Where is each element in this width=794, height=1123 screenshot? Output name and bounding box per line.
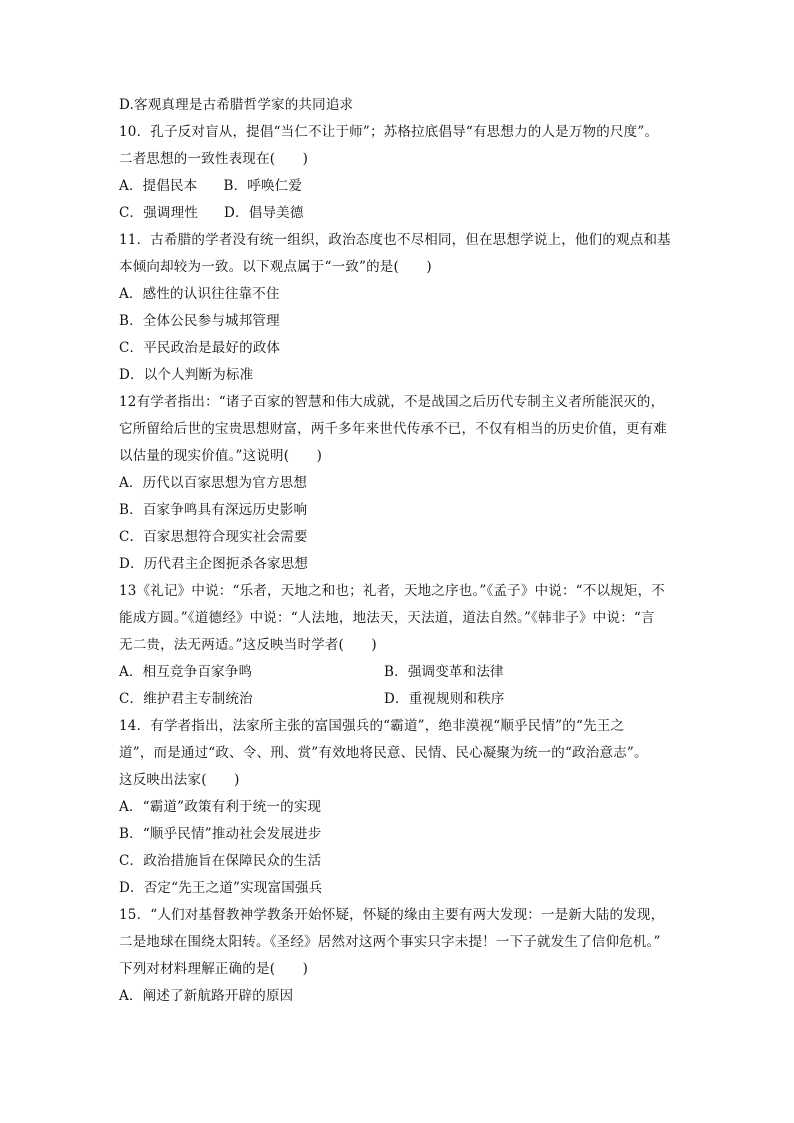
q12-stem-line-1: 12有学者指出：“诸子百家的智慧和伟大成就，不是战国之后历代专制主义者所能泯灭的， [119,394,665,410]
q13-stem-line-3: 无二贵，法无两适。”这反映当时学者( ) [119,637,377,653]
q11-option-b: B．全体公民参与城邦管理 [119,313,280,329]
q14-option-d: D．否定“先王之道”实现富国强兵 [119,880,323,896]
q15-option-a: A．阐述了新航路开辟的原因 [119,988,294,1004]
q11-stem-line-1: 11．古希腊的学者没有统一组织，政治态度也不尽相同，但在思想学说上，他们的观点和基 [119,232,671,248]
q10-option-a: A．提倡民本 [119,178,198,194]
q13-option-a: A．相互竞争百家争鸣 [119,664,253,680]
q14-stem-line-3: 这反映出法家( ) [119,772,240,788]
q12-option-d: D．历代君主企图扼杀各家思想 [119,556,309,572]
q15-stem-line-2: 二是地球在围绕太阳转。《圣经》居然对这两个事实只字未提！一下子就发生了信仰危机。” [119,934,661,950]
q11-stem-line-2: 本倾向却较为一致。以下观点属于“一致”的是( ) [119,259,432,275]
q10-stem-line-2: 二者思想的一致性表现在( ) [119,151,309,167]
q14-stem-line-1: 14．有学者指出，法家所主张的富国强兵的“霸道”，绝非漠视“顺乎民情”的“先王之 [119,718,625,734]
q12-option-b: B．百家争鸣具有深远历史影响 [119,502,308,518]
q13-stem-line-1: 13《礼记》中说：“乐者，天地之和也；礼者，天地之序也。”《孟子》中说：“不以规矩，不 [119,583,665,599]
q10-option-d: D．倡导美德 [224,205,304,221]
q12-option-a: A．历代以百家思想为官方思想 [119,475,308,491]
q14-option-c: C．政治措施旨在保障民众的生活 [119,853,322,869]
q14-stem-line-2: 道”，而是通过“政、令、刑、赏”有效地将民意、民情、民心凝聚为统一的“政治意志”。 [119,745,648,761]
q13-option-c: C．维护君主专制统治 [119,691,253,707]
q10-stem-line-1: 10．孔子反对盲从，提倡“当仁不让于师”；苏格拉底倡导“有思想力的人是万物的尺度”。 [119,124,659,140]
q10-options-row-1 [119,173,679,200]
q9-option-d: D.客观真理是古希腊哲学家的共同追求 [119,97,354,113]
q12-stem-line-2: 它所留给后世的宝贵思想财富，两千多年来世代传承不已，不仅有相当的历史价值，更有难 [119,421,667,437]
q11-option-a: A．感性的认识往往靠不住 [119,286,280,302]
q15-stem-line-3: 下列对材料理解正确的是( ) [119,961,309,977]
q11-option-d: D．以个人判断为标准 [119,367,254,383]
q10-option-c: C．强调理性 [119,205,199,221]
q14-option-b: B．“顺乎民情”推动社会发展进步 [119,826,322,842]
q15-stem-line-1: 15．“人们对基督教神学教条开始怀疑，怀疑的缘由主要有两大发现：一是新大陆的发现， [119,907,665,923]
q13-options-row-1 [119,659,679,686]
q12-stem-line-3: 以估量的现实价值。”这说明( ) [119,448,323,464]
q14-option-a: A．“霸道”政策有利于统一的实现 [119,799,322,815]
q10-options-row-2 [119,200,679,227]
q10-option-b: B．呼唤仁爱 [223,178,303,194]
q13-stem-line-2: 能成方圆。”《道德经》中说：“人法地，地法天，天法道，道法自然。”《韩非子》中说：“言 [119,610,655,626]
q13-options-row-2 [119,686,679,713]
q13-option-d: D．重视规则和秩序 [384,691,505,707]
exam-page [119,92,679,1010]
q12-option-c: C．百家思想符合现实社会需要 [119,529,308,545]
q11-option-c: C．平民政治是最好的政体 [119,340,281,356]
q13-option-b: B．强调变革和法律 [384,664,504,680]
